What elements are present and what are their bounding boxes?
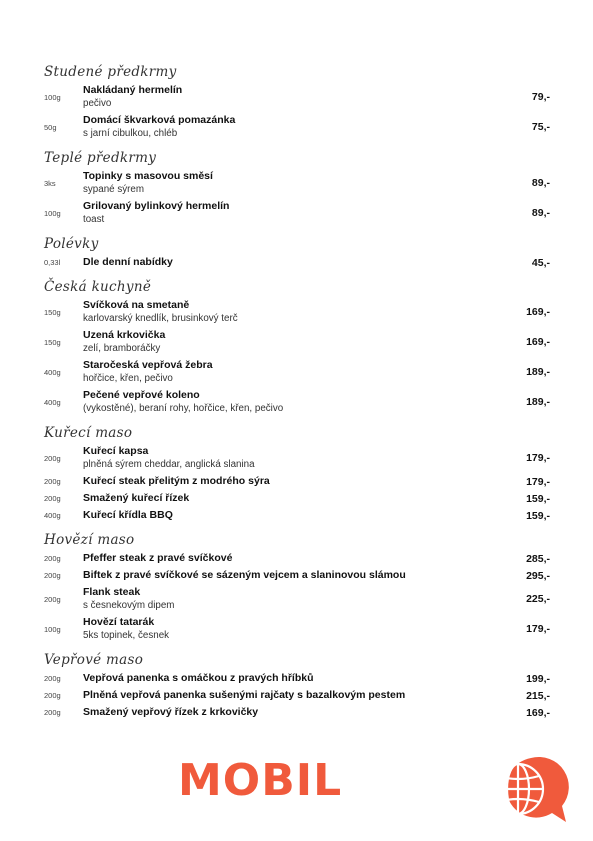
item-description: 5ks topinek, česnek — [83, 630, 170, 641]
item-description: hořčice, křen, pečivo — [83, 373, 173, 384]
menu-item — [44, 327, 552, 357]
item-description: sypané sýrem — [83, 184, 144, 195]
menu-section — [44, 423, 552, 524]
item-description: plněná sýrem cheddar, anglická slanina — [83, 459, 255, 470]
menu-item — [44, 490, 552, 507]
item-quantity: 3ks — [44, 178, 56, 188]
item-price: 215,- — [526, 689, 550, 702]
item-price: 179,- — [526, 623, 550, 635]
item-price: 159,- — [526, 492, 550, 505]
menu-item — [44, 443, 552, 473]
item-quantity: 200g — [44, 477, 61, 486]
item-price: 199,- — [526, 672, 550, 685]
item-name: Hovězí tatarák — [83, 616, 155, 628]
item-quantity: 0,33l — [44, 258, 61, 267]
item-quantity: 200g — [44, 453, 61, 463]
item-name: Biftek z pravé svíčkové se sázeným vejcem a slaninovou slámou — [83, 569, 406, 581]
item-name: Svíčková na smetaně — [83, 299, 190, 311]
menu-item — [44, 297, 552, 327]
item-name: Kuřecí křídla BBQ — [83, 509, 173, 521]
item-description: s česnekovým dipem — [83, 600, 175, 611]
item-price: 45,- — [531, 256, 550, 269]
menu-item — [44, 254, 552, 271]
menu-item — [44, 704, 552, 721]
section-title: Studené předkrmy — [44, 64, 177, 80]
item-price: 285,- — [526, 552, 550, 565]
item-quantity: 200g — [44, 554, 61, 563]
item-name: Topinky s masovou směsí — [83, 170, 213, 182]
item-quantity: 200g — [44, 691, 61, 700]
menu-item — [44, 550, 552, 567]
menu-item — [44, 82, 552, 112]
menu-section — [44, 62, 552, 142]
item-quantity: 100g — [44, 208, 61, 218]
item-quantity: 200g — [44, 494, 61, 503]
item-name: Uzená krkovička — [83, 329, 166, 341]
item-description: toast — [83, 214, 105, 225]
item-price: 179,- — [526, 475, 550, 488]
item-quantity: 50g — [44, 122, 57, 132]
item-price: 89,- — [531, 177, 550, 189]
item-price: 79,- — [531, 91, 550, 103]
section-title: Hovězí maso — [44, 532, 135, 548]
section-title: Polévky — [44, 236, 99, 252]
item-name: Vepřová panenka s omáčkou z pravých hříbků — [83, 672, 314, 684]
globe-speech-bubble-icon — [486, 752, 576, 828]
menu-section — [44, 277, 552, 417]
menu-item — [44, 198, 552, 228]
item-name: Nakládaný hermelín — [83, 84, 183, 96]
item-price: 189,- — [526, 396, 550, 408]
section-title: Teplé předkrmy — [44, 150, 157, 166]
item-name: Flank steak — [83, 586, 141, 598]
menu-item — [44, 507, 552, 524]
item-description: pečivo — [83, 98, 112, 109]
item-description: zelí, bramboráčky — [83, 343, 161, 354]
item-quantity: 400g — [44, 367, 61, 377]
menu-item — [44, 473, 552, 490]
item-quantity: 400g — [44, 511, 61, 520]
menu-item — [44, 567, 552, 584]
menu-item — [44, 670, 552, 687]
item-name: Kuřecí kapsa — [83, 445, 149, 457]
item-description: s jarní cibulkou, chléb — [83, 128, 178, 139]
item-name: Smažený kuřecí řízek — [83, 492, 190, 504]
menu-item — [44, 387, 552, 417]
item-name: Smažený vepřový řízek z krkovičky — [83, 706, 259, 718]
menu-item — [44, 168, 552, 198]
menu-section — [44, 530, 552, 644]
item-price: 295,- — [526, 569, 550, 582]
item-price: 75,- — [531, 121, 550, 133]
item-name: Staročeská vepřová žebra — [83, 359, 213, 371]
footer — [0, 752, 593, 832]
item-price: 189,- — [526, 366, 550, 378]
menu-item — [44, 112, 552, 142]
section-title: Česká kuchyně — [44, 279, 152, 295]
item-quantity: 200g — [44, 594, 61, 604]
menu-item — [44, 584, 552, 614]
menu-item — [44, 357, 552, 387]
item-quantity: 100g — [44, 624, 61, 634]
item-name: Domácí škvarková pomazánka — [83, 114, 236, 126]
item-name: Plněná vepřová panenka sušenými rajčaty s bazalkovým pestem — [83, 689, 406, 701]
item-price: 169,- — [526, 306, 550, 318]
item-quantity: 400g — [44, 397, 61, 407]
brand-logo-text: MOBIL — [178, 755, 343, 806]
section-title: Vepřové maso — [44, 652, 144, 668]
menu-item — [44, 687, 552, 704]
item-name: Pečené vepřové koleno — [83, 389, 200, 401]
section-title: Kuřecí maso — [44, 425, 133, 441]
item-name: Grilovaný bylinkový hermelín — [83, 200, 230, 212]
item-description: (vykostěné), beraní rohy, hořčice, křen, pečivo — [83, 403, 284, 414]
item-quantity: 200g — [44, 708, 61, 717]
item-description: karlovarský knedlík, brusinkový terč — [83, 313, 238, 324]
menu — [44, 62, 552, 727]
item-quantity: 150g — [44, 307, 61, 317]
menu-section — [44, 234, 552, 271]
item-price: 169,- — [526, 706, 550, 719]
menu-section — [44, 148, 552, 228]
menu-section — [44, 650, 552, 721]
menu-item — [44, 614, 552, 644]
item-price: 89,- — [531, 207, 550, 219]
item-name: Kuřecí steak přelitým z modrého sýra — [83, 475, 270, 487]
item-price: 159,- — [526, 509, 550, 522]
item-name: Dle denní nabídky — [83, 256, 173, 268]
item-name: Pfeffer steak z pravé svíčkové — [83, 552, 233, 564]
item-quantity: 200g — [44, 571, 61, 580]
item-quantity: 200g — [44, 674, 61, 683]
item-price: 169,- — [526, 336, 550, 348]
item-price: 179,- — [526, 452, 550, 464]
item-price: 225,- — [526, 593, 550, 605]
item-quantity: 100g — [44, 92, 61, 102]
item-quantity: 150g — [44, 337, 61, 347]
